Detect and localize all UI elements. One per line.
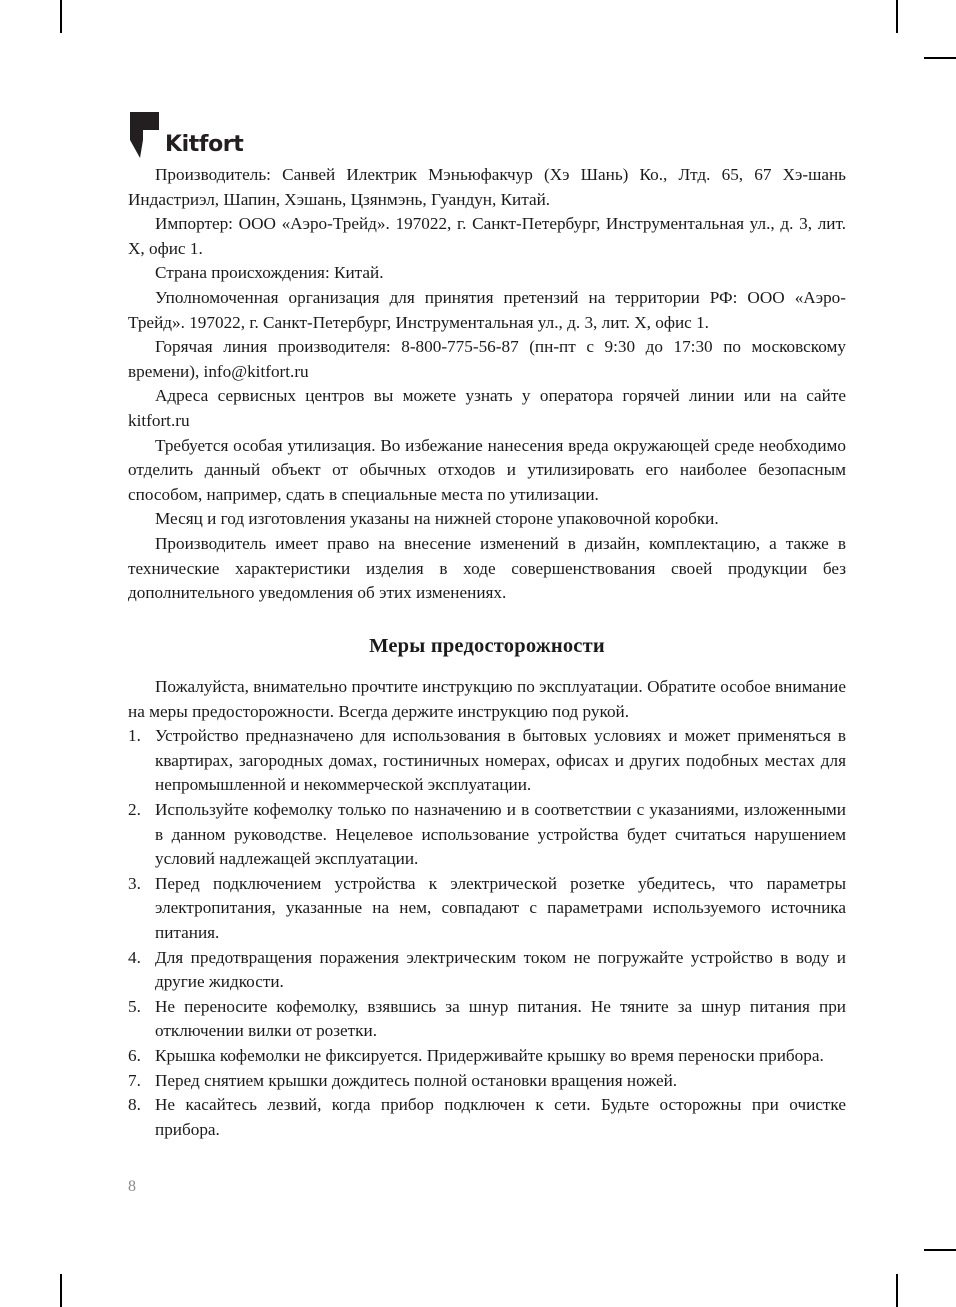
list-item: Крышка кофемолки не фиксируется. Придерживайте крышку во время переноски прибора. [155,1045,824,1065]
paragraph-claims-org: Уполномоченная организация для принятия претензий на территории РФ: ООО «Аэро-Трейд». 197022, г. Санкт-Петербург, Инструментальная ул., д. 3, лит. X, офис 1. [128,287,846,332]
kitfort-pennant-logo-icon [128,111,162,159]
page-number: 8 [128,1178,136,1195]
paragraph-manufacturer: Производитель: Санвей Илектрик Мэньюфакчур (Хэ Шань) Ко., Лтд. 65, 67 Хэ-шань Индастриэл, Шапин, Хэшань, Цзянмэнь, Гуандун, Китай. [128,165,846,209]
brand-logo [128,107,243,159]
safety-list [128,724,846,1142]
safety-precautions-block [128,675,846,1142]
paragraph-service-centers: Адреса сервисных центров вы можете узнать у оператора горячей линии или на сайте kitfort.ru [128,386,846,430]
list-item: Устройство предназначено для использования в бытовых условиях и может применяться в квартирах, загородных домах, гостиничных номерах, офисах и других подобных местах для непромышленной и некоммерческой эксплуатации. [155,726,846,795]
paragraph-country: Страна происхождения: Китай. [155,263,384,283]
safety-intro-paragraph: Пожалуйста, внимательно прочтите инструкцию по эксплуатации. Обратите особое внимание на меры предосторожности. Всегда держите инструкцию под рукой. [128,677,846,721]
crop-mark-top-right [896,0,898,33]
crop-mark-bottom-right [896,1274,898,1307]
paragraph-disposal: Требуется особая утилизация. Во избежание нанесения вреда окружающей среде необходимо отделить данный объект от обычных отходов и утилизировать его наиболее безопасным способом, например, сдать в специальные места по утилизации. [128,435,846,504]
paragraph-hotline: Горячая линия производителя: 8-800-775-56-87 (пн-пт с 9:30 до 17:30 по московскому времени), info@kitfort.ru [128,337,846,381]
paragraph-manufacture-date: Месяц и год изготовления указаны на нижней стороне упаковочной коробки. [155,509,719,529]
paragraph-importer: Импортер: ООО «Аэро-Трейд». 197022, г. Санкт-Петербург, Инструментальная ул., д. 3, лит. X, офис 1. [128,214,846,258]
list-item: Не переносите кофемолку, взявшись за шнур питания. Не тяните за шнур питания при отключении вилки от розетки. [155,996,846,1041]
list-item: Не касайтесь лезвий, когда прибор подключен к сети. Будьте осторожны при очистке прибора. [155,1095,846,1139]
crop-mark-bottom-left [60,1274,62,1307]
list-item: Используйте кофемолку только по назначению и в соответствии с указаниями, изложенными в данном руководстве. Нецелевое использование устройства будет считаться нарушением условий надлежащей эксплуатации. [155,799,846,869]
page-title: Меры предосторожности [369,635,605,657]
page-content [128,0,846,1307]
crop-mark-top-left [60,0,62,33]
brand-name: Kitfort [165,132,244,157]
paragraph-design-changes: Производитель имеет право на внесение изменений в дизайн, комплектацию, а также в технические характеристики изделия в ходе совершенствования своей продукции без дополнительного уведомления об этих изменениях. [128,533,846,603]
manufacturer-info-block [128,163,846,606]
crop-mark-right-bottom-horizontal [924,1249,956,1251]
list-item: Перед снятием крышки дождитесь полной остановки вращения ножей. [155,1070,678,1090]
list-item: Для предотвращения поражения электрическим током не погружайте устройство в воду и другие жидкости. [155,947,846,992]
crop-mark-right-top-horizontal [924,57,956,59]
list-item: Перед подключением устройства к электрической розетке убедитесь, что параметры электропитания, указанные на нем, совпадают с параметрами используемого источника питания. [155,873,846,942]
